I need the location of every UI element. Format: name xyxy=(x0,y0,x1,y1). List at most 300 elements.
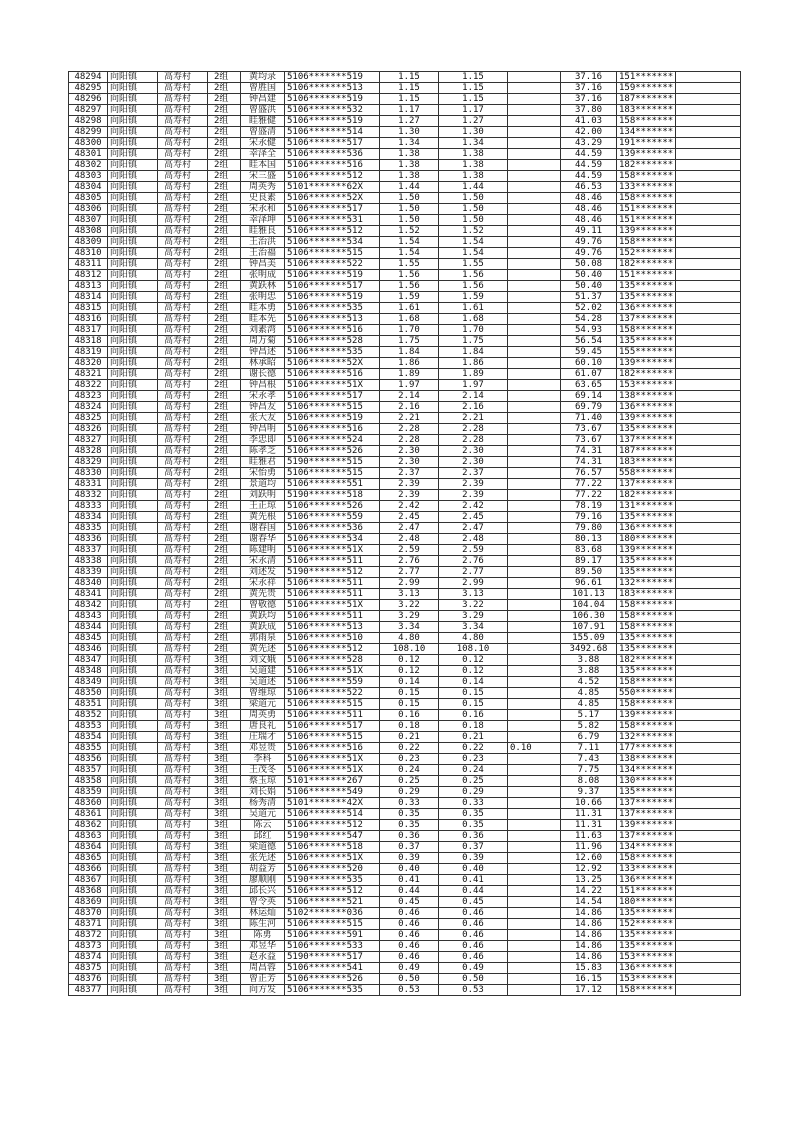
id-number-cell: 5190*******547 xyxy=(285,831,380,842)
blank-cell xyxy=(676,138,741,149)
id-number-cell: 5106*******51X xyxy=(285,380,380,391)
phone-cell: 158******* xyxy=(617,193,676,204)
blank-cell xyxy=(676,380,741,391)
confirmed-area-cell: 0.35 xyxy=(439,809,508,820)
id-number-cell: 5106*******515 xyxy=(285,402,380,413)
extra-area-cell xyxy=(508,644,561,655)
confirmed-area-cell: 0.40 xyxy=(439,864,508,875)
name-cell: 刘长娟 xyxy=(241,787,285,798)
extra-area-cell xyxy=(508,138,561,149)
name-cell: 向方发 xyxy=(241,985,285,996)
phone-cell: 136******* xyxy=(617,875,676,886)
town-cell: 向阳镇 xyxy=(108,380,158,391)
confirmed-area-cell: 0.36 xyxy=(439,831,508,842)
group-cell: 2组 xyxy=(208,512,241,523)
phone-cell: 158******* xyxy=(617,600,676,611)
row-number-cell: 48317 xyxy=(69,325,108,336)
group-cell: 3组 xyxy=(208,941,241,952)
phone-cell: 139******* xyxy=(617,545,676,556)
town-cell: 向阳镇 xyxy=(108,798,158,809)
town-cell: 向阳镇 xyxy=(108,457,158,468)
town-cell: 向阳镇 xyxy=(108,831,158,842)
name-cell: 林承昭 xyxy=(241,358,285,369)
village-cell: 高寿村 xyxy=(158,798,208,809)
blank-cell xyxy=(676,710,741,721)
confirmed-area-cell: 108.10 xyxy=(439,644,508,655)
extra-area-cell xyxy=(508,314,561,325)
row-number-cell: 48367 xyxy=(69,875,108,886)
blank-cell xyxy=(676,116,741,127)
phone-cell: 133******* xyxy=(617,182,676,193)
amount-cell: 7.43 xyxy=(561,754,617,765)
name-cell: 邱长兴 xyxy=(241,886,285,897)
confirmed-area-cell: 3.34 xyxy=(439,622,508,633)
phone-cell: 135******* xyxy=(617,666,676,677)
blank-cell xyxy=(676,204,741,215)
id-number-cell: 5101*******42X xyxy=(285,798,380,809)
group-cell: 2组 xyxy=(208,391,241,402)
village-cell: 高寿村 xyxy=(158,457,208,468)
blank-cell xyxy=(676,336,741,347)
row-number-cell: 48326 xyxy=(69,424,108,435)
table-row xyxy=(69,776,741,787)
village-cell: 高寿村 xyxy=(158,94,208,105)
blank-cell xyxy=(676,919,741,930)
table-row xyxy=(69,534,741,545)
confirmed-area-cell: 0.44 xyxy=(439,886,508,897)
blank-cell xyxy=(676,281,741,292)
village-cell: 高寿村 xyxy=(158,809,208,820)
amount-cell: 71.40 xyxy=(561,413,617,424)
amount-cell: 14.22 xyxy=(561,886,617,897)
row-number-cell: 48316 xyxy=(69,314,108,325)
amount-cell: 73.67 xyxy=(561,424,617,435)
name-cell: 眭本先 xyxy=(241,314,285,325)
blank-cell xyxy=(676,798,741,809)
name-cell: 周英勇 xyxy=(241,710,285,721)
area-cell: 0.39 xyxy=(380,853,439,864)
town-cell: 向阳镇 xyxy=(108,325,158,336)
name-cell: 眭雅君 xyxy=(241,457,285,468)
group-cell: 2组 xyxy=(208,633,241,644)
id-number-cell: 5106*******521 xyxy=(285,897,380,908)
id-number-cell: 5106*******511 xyxy=(285,611,380,622)
area-cell: 2.30 xyxy=(380,446,439,457)
extra-area-cell xyxy=(508,842,561,853)
town-cell: 向阳镇 xyxy=(108,545,158,556)
amount-cell: 11.31 xyxy=(561,809,617,820)
village-cell: 高寿村 xyxy=(158,292,208,303)
confirmed-area-cell: 1.70 xyxy=(439,325,508,336)
area-cell: 2.76 xyxy=(380,556,439,567)
blank-cell xyxy=(676,72,741,83)
blank-cell xyxy=(676,644,741,655)
confirmed-area-cell: 1.84 xyxy=(439,347,508,358)
table-row xyxy=(69,325,741,336)
table-row xyxy=(69,798,741,809)
amount-cell: 12.92 xyxy=(561,864,617,875)
area-cell: 1.54 xyxy=(380,248,439,259)
id-number-cell: 5106*******535 xyxy=(285,347,380,358)
blank-cell xyxy=(676,886,741,897)
area-cell: 2.48 xyxy=(380,534,439,545)
blank-cell xyxy=(676,952,741,963)
town-cell: 向阳镇 xyxy=(108,875,158,886)
blank-cell xyxy=(676,655,741,666)
phone-cell: 132******* xyxy=(617,732,676,743)
confirmed-area-cell: 2.39 xyxy=(439,490,508,501)
group-cell: 2组 xyxy=(208,644,241,655)
name-cell: 张明忠 xyxy=(241,292,285,303)
group-cell: 3组 xyxy=(208,710,241,721)
group-cell: 2组 xyxy=(208,171,241,182)
extra-area-cell xyxy=(508,919,561,930)
group-cell: 2组 xyxy=(208,501,241,512)
group-cell: 2组 xyxy=(208,281,241,292)
town-cell: 向阳镇 xyxy=(108,281,158,292)
table-row xyxy=(69,666,741,677)
group-cell: 3组 xyxy=(208,963,241,974)
group-cell: 2组 xyxy=(208,380,241,391)
table-row xyxy=(69,204,741,215)
name-cell: 黄跃林 xyxy=(241,281,285,292)
id-number-cell: 5106*******549 xyxy=(285,787,380,798)
area-cell: 0.21 xyxy=(380,732,439,743)
town-cell: 向阳镇 xyxy=(108,721,158,732)
row-number-cell: 48331 xyxy=(69,479,108,490)
id-number-cell: 5106*******517 xyxy=(285,391,380,402)
area-cell: 2.16 xyxy=(380,402,439,413)
village-cell: 高寿村 xyxy=(158,919,208,930)
blank-cell xyxy=(676,831,741,842)
table-row xyxy=(69,402,741,413)
phone-cell: 158******* xyxy=(617,622,676,633)
blank-cell xyxy=(676,171,741,182)
confirmed-area-cell: 2.30 xyxy=(439,446,508,457)
name-cell: 眭雅健 xyxy=(241,116,285,127)
table-row xyxy=(69,413,741,424)
name-cell: 宋永祥 xyxy=(241,578,285,589)
phone-cell: 158******* xyxy=(617,699,676,710)
amount-cell: 7.75 xyxy=(561,765,617,776)
area-cell: 1.61 xyxy=(380,303,439,314)
town-cell: 向阳镇 xyxy=(108,413,158,424)
confirmed-area-cell: 3.13 xyxy=(439,589,508,600)
extra-area-cell xyxy=(508,875,561,886)
confirmed-area-cell: 1.15 xyxy=(439,94,508,105)
amount-cell: 79.80 xyxy=(561,523,617,534)
village-cell: 高寿村 xyxy=(158,721,208,732)
phone-cell: 158******* xyxy=(617,116,676,127)
phone-cell: 135******* xyxy=(617,292,676,303)
table-row xyxy=(69,941,741,952)
town-cell: 向阳镇 xyxy=(108,622,158,633)
amount-cell: 37.16 xyxy=(561,94,617,105)
blank-cell xyxy=(676,578,741,589)
row-number-cell: 48341 xyxy=(69,589,108,600)
blank-cell xyxy=(676,864,741,875)
group-cell: 3组 xyxy=(208,776,241,787)
group-cell: 2组 xyxy=(208,149,241,160)
confirmed-area-cell: 1.15 xyxy=(439,83,508,94)
extra-area-cell xyxy=(508,116,561,127)
table-row xyxy=(69,864,741,875)
village-cell: 高寿村 xyxy=(158,952,208,963)
village-cell: 高寿村 xyxy=(158,479,208,490)
table-row xyxy=(69,512,741,523)
id-number-cell: 5106*******516 xyxy=(285,369,380,380)
row-number-cell: 48348 xyxy=(69,666,108,677)
phone-cell: 187******* xyxy=(617,446,676,457)
confirmed-area-cell: 1.50 xyxy=(439,215,508,226)
row-number-cell: 48315 xyxy=(69,303,108,314)
id-number-cell: 5106*******515 xyxy=(285,732,380,743)
extra-area-cell xyxy=(508,303,561,314)
table-row xyxy=(69,259,741,270)
name-cell: 周昌蓉 xyxy=(241,963,285,974)
phone-cell: 151******* xyxy=(617,215,676,226)
extra-area-cell xyxy=(508,567,561,578)
phone-cell: 137******* xyxy=(617,831,676,842)
row-number-cell: 48346 xyxy=(69,644,108,655)
group-cell: 2组 xyxy=(208,325,241,336)
village-cell: 高寿村 xyxy=(158,655,208,666)
extra-area-cell xyxy=(508,72,561,83)
village-cell: 高寿村 xyxy=(158,567,208,578)
town-cell: 向阳镇 xyxy=(108,600,158,611)
area-cell: 1.59 xyxy=(380,292,439,303)
name-cell: 黄均录 xyxy=(241,72,285,83)
table-row xyxy=(69,358,741,369)
table-row xyxy=(69,149,741,160)
blank-cell xyxy=(676,809,741,820)
table-row xyxy=(69,116,741,127)
town-cell: 向阳镇 xyxy=(108,556,158,567)
name-cell: 庄瑞才 xyxy=(241,732,285,743)
group-cell: 2组 xyxy=(208,424,241,435)
name-cell: 景道均 xyxy=(241,479,285,490)
group-cell: 2组 xyxy=(208,600,241,611)
id-number-cell: 5106*******516 xyxy=(285,325,380,336)
confirmed-area-cell: 1.50 xyxy=(439,193,508,204)
row-number-cell: 48303 xyxy=(69,171,108,182)
id-number-cell: 5106*******536 xyxy=(285,523,380,534)
id-number-cell: 5106*******534 xyxy=(285,237,380,248)
extra-area-cell xyxy=(508,589,561,600)
row-number-cell: 48305 xyxy=(69,193,108,204)
town-cell: 向阳镇 xyxy=(108,468,158,479)
town-cell: 向阳镇 xyxy=(108,710,158,721)
group-cell: 3组 xyxy=(208,908,241,919)
row-number-cell: 48337 xyxy=(69,545,108,556)
group-cell: 2组 xyxy=(208,589,241,600)
area-cell: 0.46 xyxy=(380,952,439,963)
amount-cell: 77.22 xyxy=(561,490,617,501)
row-number-cell: 48345 xyxy=(69,633,108,644)
row-number-cell: 48377 xyxy=(69,985,108,996)
id-number-cell: 5106*******515 xyxy=(285,248,380,259)
confirmed-area-cell: 0.14 xyxy=(439,677,508,688)
amount-cell: 73.67 xyxy=(561,435,617,446)
blank-cell xyxy=(676,490,741,501)
area-cell: 3.13 xyxy=(380,589,439,600)
amount-cell: 41.03 xyxy=(561,116,617,127)
row-number-cell: 48321 xyxy=(69,369,108,380)
amount-cell: 12.60 xyxy=(561,853,617,864)
village-cell: 高寿村 xyxy=(158,732,208,743)
amount-cell: 16.15 xyxy=(561,974,617,985)
village-cell: 高寿村 xyxy=(158,149,208,160)
town-cell: 向阳镇 xyxy=(108,787,158,798)
row-number-cell: 48372 xyxy=(69,930,108,941)
group-cell: 3组 xyxy=(208,820,241,831)
confirmed-area-cell: 1.50 xyxy=(439,204,508,215)
confirmed-area-cell: 2.28 xyxy=(439,424,508,435)
id-number-cell: 5106*******517 xyxy=(285,138,380,149)
village-cell: 高寿村 xyxy=(158,281,208,292)
phone-cell: 135******* xyxy=(617,336,676,347)
extra-area-cell xyxy=(508,556,561,567)
name-cell: 黄先述 xyxy=(241,644,285,655)
id-number-cell: 5106*******51X xyxy=(285,853,380,864)
group-cell: 2组 xyxy=(208,336,241,347)
id-number-cell: 5106*******518 xyxy=(285,842,380,853)
name-cell: 刘素湾 xyxy=(241,325,285,336)
town-cell: 向阳镇 xyxy=(108,391,158,402)
amount-cell: 4.52 xyxy=(561,677,617,688)
id-number-cell: 5106*******515 xyxy=(285,699,380,710)
extra-area-cell xyxy=(508,424,561,435)
town-cell: 向阳镇 xyxy=(108,402,158,413)
extra-area-cell xyxy=(508,974,561,985)
name-cell: 邓昱贵 xyxy=(241,743,285,754)
amount-cell: 43.29 xyxy=(561,138,617,149)
id-number-cell: 5106*******513 xyxy=(285,83,380,94)
name-cell: 吴道建 xyxy=(241,666,285,677)
name-cell: 宋永孝 xyxy=(241,391,285,402)
name-cell: 谢春华 xyxy=(241,534,285,545)
id-number-cell: 5106*******528 xyxy=(285,336,380,347)
phone-cell: 153******* xyxy=(617,974,676,985)
area-cell: 108.10 xyxy=(380,644,439,655)
confirmed-area-cell: 0.46 xyxy=(439,919,508,930)
row-number-cell: 48352 xyxy=(69,710,108,721)
area-cell: 1.44 xyxy=(380,182,439,193)
extra-area-cell xyxy=(508,688,561,699)
village-cell: 高寿村 xyxy=(158,765,208,776)
town-cell: 向阳镇 xyxy=(108,677,158,688)
amount-cell: 49.11 xyxy=(561,226,617,237)
blank-cell xyxy=(676,105,741,116)
village-cell: 高寿村 xyxy=(158,226,208,237)
phone-cell: 158******* xyxy=(617,677,676,688)
extra-area-cell xyxy=(508,391,561,402)
phone-cell: 136******* xyxy=(617,402,676,413)
amount-cell: 14.54 xyxy=(561,897,617,908)
extra-area-cell xyxy=(508,622,561,633)
area-cell: 1.68 xyxy=(380,314,439,325)
phone-cell: 180******* xyxy=(617,897,676,908)
row-number-cell: 48334 xyxy=(69,512,108,523)
extra-area-cell xyxy=(508,171,561,182)
blank-cell xyxy=(676,534,741,545)
phone-cell: 135******* xyxy=(617,556,676,567)
phone-cell: 151******* xyxy=(617,886,676,897)
group-cell: 2组 xyxy=(208,138,241,149)
amount-cell: 5.82 xyxy=(561,721,617,732)
id-number-cell: 5106*******51X xyxy=(285,666,380,677)
village-cell: 高寿村 xyxy=(158,666,208,677)
table-row xyxy=(69,369,741,380)
blank-cell xyxy=(676,743,741,754)
town-cell: 向阳镇 xyxy=(108,94,158,105)
phone-cell: 182******* xyxy=(617,655,676,666)
row-number-cell: 48333 xyxy=(69,501,108,512)
village-cell: 高寿村 xyxy=(158,512,208,523)
group-cell: 2组 xyxy=(208,72,241,83)
table-row xyxy=(69,545,741,556)
village-cell: 高寿村 xyxy=(158,193,208,204)
row-number-cell: 48313 xyxy=(69,281,108,292)
table-row xyxy=(69,193,741,204)
phone-cell: 183******* xyxy=(617,457,676,468)
row-number-cell: 48351 xyxy=(69,699,108,710)
name-cell: 李科 xyxy=(241,754,285,765)
village-cell: 高寿村 xyxy=(158,974,208,985)
row-number-cell: 48365 xyxy=(69,853,108,864)
row-number-cell: 48340 xyxy=(69,578,108,589)
town-cell: 向阳镇 xyxy=(108,941,158,952)
area-cell: 0.14 xyxy=(380,677,439,688)
village-cell: 高寿村 xyxy=(158,886,208,897)
table-row xyxy=(69,94,741,105)
group-cell: 3组 xyxy=(208,732,241,743)
id-number-cell: 5106*******514 xyxy=(285,809,380,820)
id-number-cell: 5106*******515 xyxy=(285,468,380,479)
village-cell: 高寿村 xyxy=(158,644,208,655)
group-cell: 2组 xyxy=(208,314,241,325)
blank-cell xyxy=(676,842,741,853)
name-cell: 幸泽全 xyxy=(241,149,285,160)
phone-cell: 137******* xyxy=(617,809,676,820)
name-cell: 林运灿 xyxy=(241,908,285,919)
group-cell: 2组 xyxy=(208,215,241,226)
blank-cell xyxy=(676,94,741,105)
confirmed-area-cell: 0.45 xyxy=(439,897,508,908)
name-cell: 吴道元 xyxy=(241,809,285,820)
row-number-cell: 48336 xyxy=(69,534,108,545)
name-cell: 黄跃成 xyxy=(241,622,285,633)
town-cell: 向阳镇 xyxy=(108,204,158,215)
area-cell: 1.17 xyxy=(380,105,439,116)
blank-cell xyxy=(676,556,741,567)
blank-cell xyxy=(676,853,741,864)
extra-area-cell xyxy=(508,127,561,138)
table-row xyxy=(69,127,741,138)
id-number-cell: 5101*******267 xyxy=(285,776,380,787)
row-number-cell: 48330 xyxy=(69,468,108,479)
village-cell: 高寿村 xyxy=(158,600,208,611)
blank-cell xyxy=(676,237,741,248)
group-cell: 3组 xyxy=(208,974,241,985)
confirmed-area-cell: 1.17 xyxy=(439,105,508,116)
area-cell: 0.46 xyxy=(380,919,439,930)
name-cell: 曾胜国 xyxy=(241,83,285,94)
name-cell: 钟昌明 xyxy=(241,424,285,435)
phone-cell: 135******* xyxy=(617,787,676,798)
phone-cell: 177******* xyxy=(617,743,676,754)
confirmed-area-cell: 1.54 xyxy=(439,248,508,259)
